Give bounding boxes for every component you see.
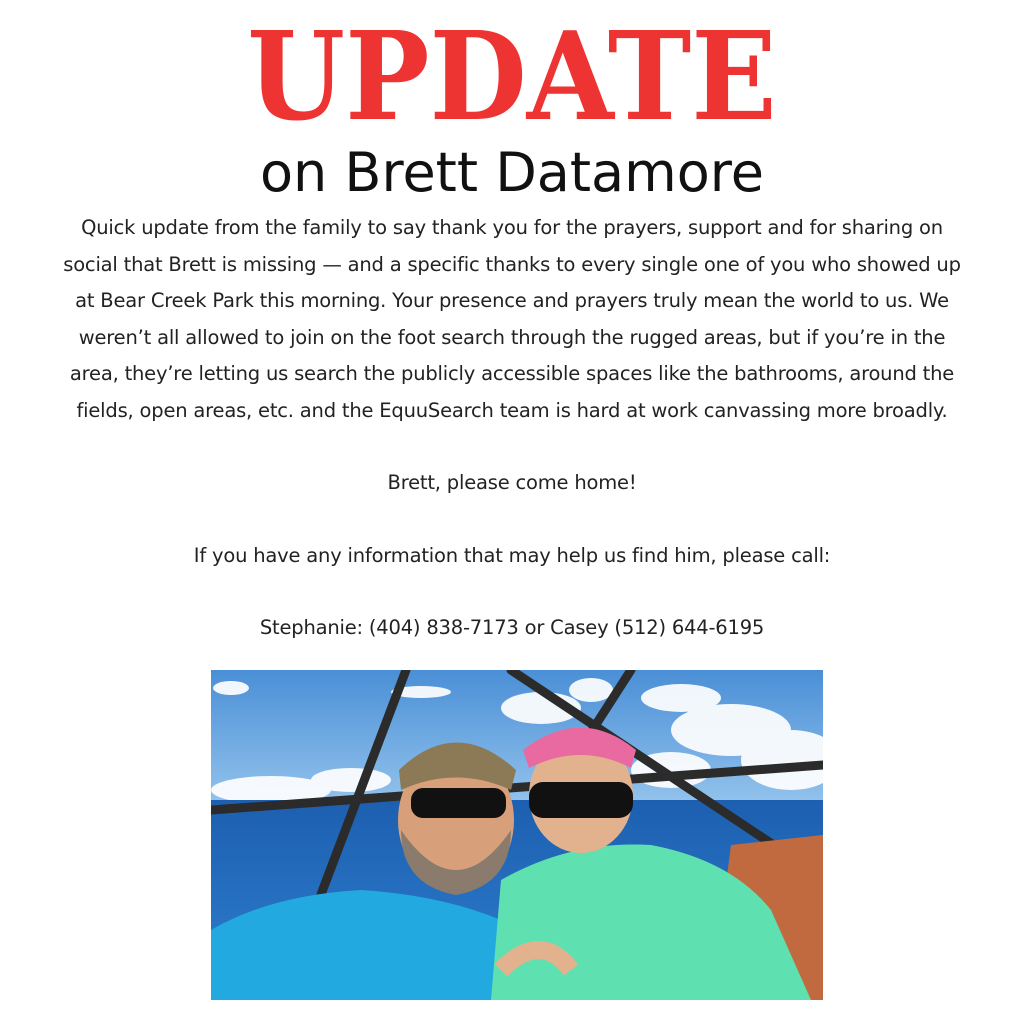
family-photo: [211, 670, 823, 1000]
photo-illustration: [211, 670, 823, 1000]
headline-update: UPDATE: [247, 4, 777, 148]
plea-text: Brett, please come home!: [387, 471, 637, 494]
message-line: area, they’re letting us search the publicly accessible spaces like the bathrooms, around the: [69, 362, 955, 385]
message-line: at Bear Creek Park this morning. Your presence and prayers truly mean the world to us. We: [75, 289, 949, 312]
message-line: Quick update from the family to say thank you for the prayers, support and for sharing on: [81, 216, 943, 239]
message-line: social that Brett is missing — and a specific thanks to every single one of you who showed up: [63, 252, 961, 276]
info-request-text: If you have any information that may help us find him, please call:: [193, 543, 831, 567]
subheadline-name: on Brett Datamore: [259, 141, 765, 204]
message-line: fields, open areas, etc. and the EquuSearch team is hard at work canvassing more broadly.: [76, 398, 948, 422]
contact-numbers: Stephanie: (404) 838-7173 or Casey (512) 644-6195: [259, 616, 765, 639]
message-line: weren’t all allowed to join on the foot search through the rugged areas, but if you’re in the: [78, 325, 946, 349]
message-body: [0, 210, 1024, 647]
